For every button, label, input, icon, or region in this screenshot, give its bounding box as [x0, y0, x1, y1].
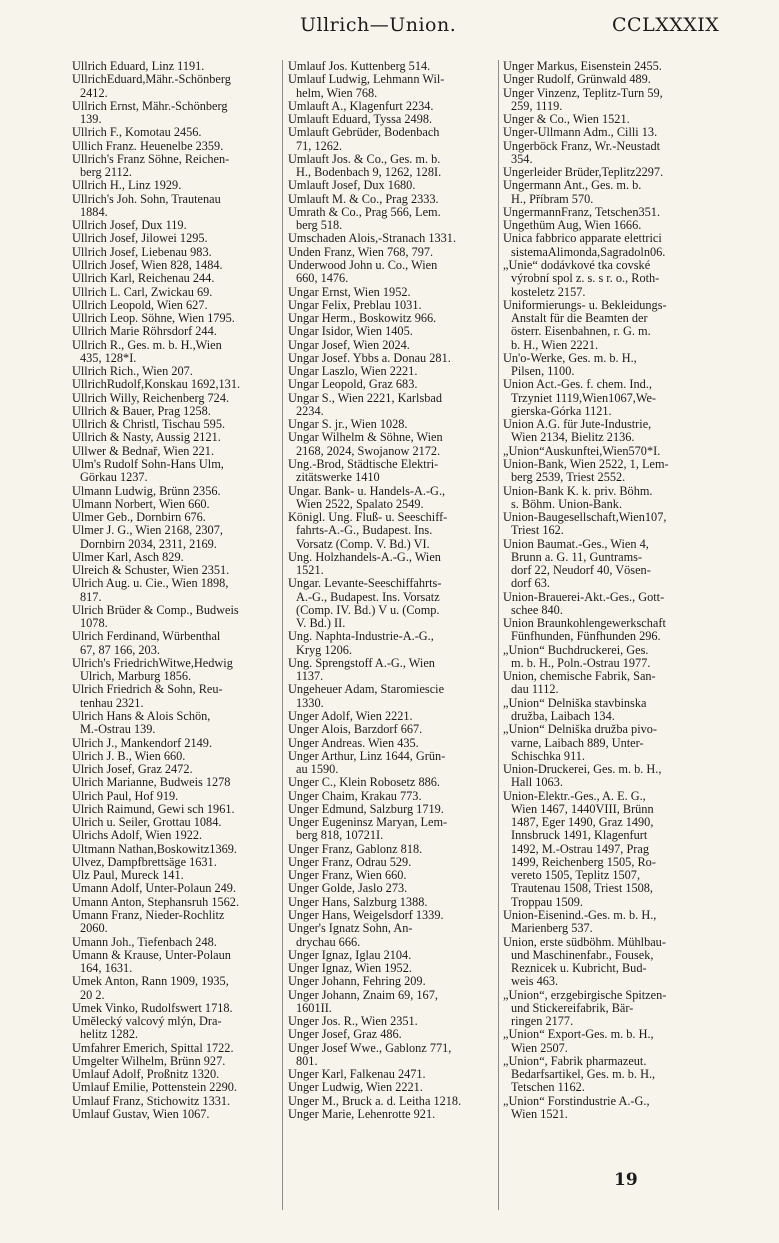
entry-continuation-line: 2168, 2024, Swojanow 2172.	[296, 444, 441, 458]
entry-continuation-line: dau 1112.	[511, 683, 559, 697]
entry-continuation-line: 1492, M.-Ostrau 1497, Prag	[511, 842, 649, 856]
entry-continuation-line: Görkau 1237.	[80, 471, 148, 485]
entry-continuation-line: varne, Laibach 889, Unter-	[511, 736, 644, 750]
directory-entry-line: Ulmann Norbert, Wien 660.	[72, 497, 210, 511]
entry-continuation-line: Schischka 911.	[511, 749, 585, 763]
directory-entry-line: Ullwer & Bednař, Wien 221.	[72, 444, 215, 458]
entry-continuation-line: Wien 2134, Bielitz 2136.	[511, 431, 635, 445]
directory-entry-line: Ungar S., Wien 2221, Karlsbad	[288, 391, 442, 405]
directory-entry-line: Unger Chaim, Krakau 773.	[288, 789, 422, 803]
directory-entry-line: Ulreich & Schuster, Wien 2351.	[72, 564, 230, 578]
entry-continuation-line: Reznicek u. Kubricht, Bud-	[511, 962, 647, 976]
directory-entry-line: Union-Druckerei, Ges. m. b. H.,	[503, 763, 662, 777]
directory-entry-line: Umek Vinko, Rudolfswert 1718.	[72, 1001, 233, 1015]
entry-continuation-line: 2412.	[80, 86, 108, 100]
directory-entry-line: Unger Josef, Graz 486.	[288, 1028, 402, 1042]
directory-entry-line: Umek Anton, Rann 1909, 1935,	[72, 975, 229, 989]
entry-continuation-line: 2060.	[80, 922, 108, 936]
directory-entry-line: Ungar. Levante-Seeschiffahrts-	[288, 577, 442, 591]
directory-entry-line: Umlauf Adolf, Proßnitz 1320.	[72, 1068, 220, 1082]
directory-entry-line: Umann Adolf, Unter-Polaun 249.	[72, 882, 237, 896]
directory-entry-line: Ungar Wilhelm & Söhne, Wien	[288, 431, 443, 445]
entry-continuation-line: b. H., Wien 2221.	[511, 338, 599, 352]
directory-entry-line: Union A.G. für Jute-Industrie,	[503, 418, 652, 432]
directory-entry-line: Ulrich Marianne, Budweis 1278	[72, 776, 231, 790]
entry-continuation-line: weis 463.	[511, 975, 559, 989]
directory-entry-line: Ulrich J., Mankendorf 2149.	[72, 736, 213, 750]
entry-continuation-line: berg 518.	[296, 219, 343, 233]
entry-continuation-line: tenhau 2321.	[80, 696, 144, 710]
directory-entry-line: Ullrich Willy, Reichenberg 724.	[72, 391, 230, 405]
entry-continuation-line: 1330.	[296, 696, 324, 710]
directory-entry-line: Umlauft Josef, Dux 1680.	[288, 179, 416, 193]
directory-entry-line: Ultmann Nathan,Boskowitz1369.	[72, 842, 237, 856]
directory-entry-line: Unger Ludwig, Wien 2221.	[288, 1081, 423, 1095]
directory-entry-line: Ulrichs Adolf, Wien 1922.	[72, 829, 203, 843]
directory-entry-line: Unger Ignaz, Iglau 2104.	[288, 948, 412, 962]
directory-entry-line: Unger Edmund, Salzburg 1719.	[288, 802, 444, 816]
directory-entry-line: Umann Joh., Tiefenbach 248.	[72, 935, 217, 949]
directory-entry-line: Ullrich Josef, Jilowei 1295.	[72, 232, 208, 246]
directory-entry-line: Umlauf Franz, Stichowitz 1331.	[72, 1094, 231, 1108]
entry-continuation-line: Marienberg 537.	[511, 922, 593, 936]
directory-entry-line: Unger M., Bruck a. d. Leitha 1218.	[288, 1094, 462, 1108]
directory-entry-line: Ungar Josef, Wien 2024.	[288, 338, 410, 352]
directory-entry-line: Ung.-Brod, Städtische Elektri-	[288, 457, 439, 471]
directory-entry-line: Ulrich Ferdinand, Würbenthal	[72, 630, 221, 644]
directory-entry-line: Ungar Josef. Ybbs a. Donau 281.	[288, 351, 451, 365]
directory-entry-line: Unger Eugeninsz Maryan, Lem-	[288, 816, 448, 830]
directory-entry-line: „Union“Auskunftei,Wien570*I.	[503, 444, 661, 458]
entry-continuation-line: družba, Laibach 134.	[511, 710, 615, 724]
entry-continuation-line: sistemaAlimonda,Sagradoln06.	[511, 245, 666, 259]
directory-entry-line: Umfahrer Emerich, Spittal 1722.	[72, 1041, 234, 1055]
directory-entry-line: Unger Vinzenz, Teplitz-Turn 59,	[503, 86, 663, 100]
entry-continuation-line: A.-G., Budapest. Ins. Vorsatz	[296, 590, 440, 604]
sheet-number: 19	[614, 1170, 638, 1190]
entry-continuation-line: Wien 1467, 1440VIII, Brünn	[511, 802, 654, 816]
directory-entry-line: „Union“ Forstindustrie A.-G.,	[503, 1094, 650, 1108]
directory-entry-line: Ullrich Karl, Reichenau 244.	[72, 272, 215, 286]
entry-continuation-line: 2234.	[296, 404, 324, 418]
entry-continuation-line: 1487, Eger 1490, Graz 1490,	[511, 816, 654, 830]
directory-entry-line: „Union“ Buchdruckerei, Ges.	[503, 643, 649, 657]
directory-entry-line: „Union“, erzgebirgische Spitzen-	[503, 988, 667, 1002]
entry-continuation-line: 817.	[80, 590, 102, 604]
directory-entry-line: Ulrich Raimund, Gewi sch 1961.	[72, 802, 235, 816]
directory-entry-line: Unger's Ignatz Sohn, An-	[288, 922, 413, 936]
directory-entry-line: Ungar Leopold, Graz 683.	[288, 378, 418, 392]
directory-entry-line: Ullrich H., Linz 1929.	[72, 179, 182, 193]
entry-continuation-line: dorf 63.	[511, 577, 550, 591]
directory-entry-line: Ungermann Ant., Ges. m. b.	[503, 179, 642, 193]
running-title: Ullrich—Union.	[300, 14, 457, 36]
directory-entry-line: Un'o-Werke, Ges. m. b. H.,	[503, 351, 637, 365]
directory-entry-line: „Union“, Fabrik pharmazeut.	[503, 1054, 647, 1068]
directory-entry-line: Unger Hans, Weigelsdorf 1339.	[288, 909, 444, 922]
directory-entry-line: Unger Alois, Barzdorf 667.	[288, 723, 423, 737]
directory-entry-line: Ullich Franz. Heuenelbe 2359.	[72, 139, 224, 153]
entry-continuation-line: Vorsatz (Comp. V. Bd.) VI.	[296, 537, 430, 551]
directory-entry-line: Unger Franz, Gablonz 818.	[288, 842, 423, 856]
directory-entry-line: Ulmer Geb., Dornbirn 676.	[72, 511, 206, 525]
entry-continuation-line: österr. Eisenbahnen, r. G. m.	[511, 325, 651, 339]
directory-entry-line: Ulm's Rudolf Sohn-Hans Ulm,	[72, 457, 224, 471]
directory-entry-line: Unger Franz, Wien 660.	[288, 869, 407, 883]
directory-entry-line: Union-Brauerei-Akt.-Ges., Gott-	[503, 590, 665, 604]
directory-entry-line: Umrath & Co., Prag 566, Lem.	[288, 205, 441, 219]
directory-entry-line: Umschaden Alois,-Stranach 1331.	[288, 232, 457, 246]
directory-entry-line: Unica fabbrico apparate elettrici	[503, 232, 662, 246]
directory-entry-line: Unger-Ullmann Adm., Cilli 13.	[503, 126, 658, 140]
directory-entry-line: Ulmann Ludwig, Brünn 2356.	[72, 484, 221, 498]
directory-entry-line: Union Baumat.-Ges., Wien 4,	[503, 537, 649, 551]
entry-continuation-line: berg 2539, Triest 2552.	[511, 471, 626, 485]
directory-entry-line: Ullrich F., Komotau 2456.	[72, 126, 202, 140]
directory-entry-line: Unger Karl, Falkenau 2471.	[288, 1068, 426, 1082]
entry-continuation-line: H., Bodenbach 9, 1262, 128I.	[296, 166, 442, 180]
entry-continuation-line: Innsbruck 1491, Klagenfurt	[511, 829, 648, 843]
directory-entry-line: Ullrich Josef, Wien 828, 1484.	[72, 258, 223, 272]
directory-entry-line: Unger Ignaz, Wien 1952.	[288, 962, 412, 976]
directory-entry-line: Ullrich & Bauer, Prag 1258.	[72, 404, 211, 418]
entry-continuation-line: Trautenau 1508, Triest 1508,	[511, 882, 653, 896]
directory-entry-line: Umgelter Wilhelm, Brünn 927.	[72, 1054, 226, 1068]
directory-entry-line: Umann Anton, Stephansruh 1562.	[72, 895, 240, 909]
directory-entry-line: Underwood John u. Co., Wien	[288, 258, 438, 272]
directory-entry-line: Umlauft Jos. & Co., Ges. m. b.	[288, 152, 441, 166]
directory-entry-line: Ulmer Karl, Asch 829.	[72, 550, 184, 564]
directory-entry-line: Unger Johann, Fehring 209.	[288, 975, 426, 989]
directory-entry-line: Ungethüm Aug, Wien 1666.	[503, 219, 642, 233]
directory-entry-line: Ungar S. jr., Wien 1028.	[288, 418, 408, 432]
directory-entry-line: Ungar Isidor, Wien 1405.	[288, 325, 413, 339]
directory-entry-line: Unger Andreas. Wien 435.	[288, 736, 419, 750]
entry-continuation-line: drychau 666.	[296, 935, 361, 949]
directory-entry-line: Umlauf Gustav, Wien 1067.	[72, 1107, 210, 1121]
directory-entry-line: Ungerböck Franz, Wr.-Neustadt	[503, 139, 661, 153]
entry-continuation-line: 67, 87 166, 203.	[80, 643, 160, 657]
entry-continuation-line: schee 840.	[511, 603, 563, 617]
entry-continuation-line: 801.	[296, 1054, 318, 1068]
page-header	[0, 6, 779, 42]
entry-continuation-line: berg 818, 10721I.	[296, 829, 384, 843]
directory-entry-line: Unger Franz, Odrau 529.	[288, 855, 412, 869]
directory-entry-line: „Union“ Delniška družba pivo-	[503, 723, 658, 737]
entry-continuation-line: výrobní spol z. s. s r. o., Roth-	[511, 272, 660, 286]
entry-continuation-line: 1137.	[296, 670, 324, 684]
entry-continuation-line: 71, 1262.	[296, 139, 343, 153]
directory-entry-line: Unger Rudolf, Grünwald 489.	[503, 73, 651, 87]
directory-entry-line: Unger C., Klein Robosetz 886.	[288, 776, 440, 790]
directory-entry-line: Ullrich's Franz Söhne, Reichen-	[72, 152, 230, 166]
directory-entry-line: Unger & Co., Wien 1521.	[503, 113, 630, 127]
entry-continuation-line: helitz 1282.	[80, 1028, 139, 1042]
directory-entry-line: Ulrich Aug. u. Cie., Wien 1898,	[72, 577, 229, 591]
entry-continuation-line: Triest 162.	[511, 524, 564, 538]
entry-continuation-line: dorf 22, Neudorf 40, Vösen-	[511, 564, 651, 578]
directory-entry-line: UllrichRudolf,Konskau 1692,131.	[72, 378, 241, 392]
entry-continuation-line: kosteletz 2157.	[511, 285, 586, 299]
entry-continuation-line: Fünfhunden, Fünfhunden 296.	[511, 630, 661, 644]
directory-entry-line: Ulrich J. B., Wien 660.	[72, 749, 186, 763]
entry-continuation-line: M.-Ostrau 139.	[80, 723, 156, 737]
entry-continuation-line: und Stickereifabrik, Bär-	[511, 1001, 634, 1015]
directory-entry-line: Umlauf Emilie, Pottenstein 2290.	[72, 1081, 237, 1095]
directory-entry-line: Unger Markus, Eisenstein 2455.	[503, 60, 662, 73]
directory-entry-line: Ulrich Paul, Hof 919.	[72, 789, 179, 803]
directory-entry-line: „Union“ Export-Ges. m. b. H.,	[503, 1028, 654, 1042]
directory-entry-line: Unger Hans, Salzburg 1388.	[288, 895, 428, 909]
directory-entry-line: „Union“ Delniška stavbinska	[503, 696, 647, 710]
directory-column-middle	[288, 60, 496, 1121]
entry-continuation-line: Dornbirn 2034, 2311, 2169.	[80, 537, 217, 551]
directory-entry-line: Unger Arthur, Linz 1644, Grün-	[288, 749, 446, 763]
directory-column-right	[503, 60, 711, 1121]
entry-continuation-line: (Comp. IV. Bd.) V u. (Comp.	[296, 603, 440, 617]
entry-continuation-line: Bedarfsartikel, Ges. m. b. H.,	[511, 1068, 656, 1082]
entry-continuation-line: gierska-Górka 1121.	[511, 404, 612, 418]
entry-continuation-line: 139.	[80, 113, 102, 127]
directory-entry-line: Ullrich Marie Röhrsdorf 244.	[72, 325, 217, 339]
directory-entry-line: Ungar Ernst, Wien 1952.	[288, 285, 411, 299]
entry-continuation-line: Pilsen, 1100.	[511, 365, 575, 379]
directory-entry-line: Umlauft A., Klagenfurt 2234.	[288, 99, 434, 113]
directory-entry-line: Ullrich R., Ges. m. b. H.,Wien	[72, 338, 222, 352]
directory-entry-line: Umlauft M. & Co., Prag 2333.	[288, 192, 439, 206]
directory-entry-line: Umann & Krause, Unter-Polaun	[72, 948, 231, 962]
entry-continuation-line: 164, 1631.	[80, 962, 133, 976]
directory-entry-line: Ullrich Rich., Wien 207.	[72, 365, 193, 379]
directory-entry-line: Ullrich's Joh. Sohn, Trautenau	[72, 192, 221, 206]
entry-continuation-line: V. Bd.) II.	[296, 617, 346, 631]
directory-entry-line: Union, erste südböhm. Mühlbau-	[503, 935, 666, 949]
directory-entry-line: Unger Golde, Jaslo 273.	[288, 882, 408, 896]
entry-continuation-line: Trzyniet 1119,Wien1067,We-	[511, 391, 657, 405]
entry-continuation-line: au 1590.	[296, 763, 339, 777]
directory-entry-line: Union, chemische Fabrik, San-	[503, 670, 656, 684]
directory-entry-line: Ungar Herm., Boskowitz 966.	[288, 312, 437, 326]
entry-continuation-line: 1601II.	[296, 1001, 332, 1015]
column-divider	[498, 60, 499, 1210]
entry-continuation-line: berg 2112.	[80, 166, 132, 180]
entry-continuation-line: Brunn a. G. 11, Guntrams-	[511, 550, 643, 564]
entry-continuation-line: 1884.	[80, 205, 108, 219]
entry-continuation-line: H., Příbram 570.	[511, 192, 594, 206]
entry-continuation-line: m. b. H., Poln.-Ostrau 1977.	[511, 656, 651, 670]
entry-continuation-line: 259, 1119.	[511, 99, 563, 113]
directory-entry-line: „Unie“ dodávkové tka covské	[503, 258, 651, 272]
entry-continuation-line: 1499, Reichenberg 1505, Ro-	[511, 855, 656, 869]
entry-continuation-line: Hall 1063.	[511, 776, 563, 790]
entry-continuation-line: 435, 128*I.	[80, 351, 137, 365]
entry-continuation-line: zitätswerke 1410	[296, 471, 380, 485]
directory-entry-line: Ungerleider Brüder,Teplitz2297.	[503, 166, 664, 180]
entry-continuation-line: Wien 2507.	[511, 1041, 568, 1055]
directory-entry-line: Union-Bank, Wien 2522, 1, Lem-	[503, 457, 669, 471]
directory-entry-line: Umlauf Jos. Kuttenberg 514.	[288, 60, 431, 73]
directory-entry-line: Ullrich Ernst, Mähr.-Schönberg	[72, 99, 228, 113]
directory-column-left	[72, 60, 278, 1121]
entry-continuation-line: 1078.	[80, 617, 108, 631]
entry-continuation-line: Kryg 1206.	[296, 643, 353, 657]
directory-entry-line: Ung. Sprengstoff A.-G., Wien	[288, 656, 435, 670]
entry-continuation-line: Troppau 1509.	[511, 895, 583, 909]
directory-entry-line: Unden Franz, Wien 768, 797.	[288, 245, 434, 259]
directory-entry-line: Umělecký valcový mlýn, Dra-	[72, 1015, 222, 1029]
entry-continuation-line: und Maschinenfabr., Fousek,	[511, 948, 654, 962]
directory-entry-line: Ullrich Eduard, Linz 1191.	[72, 60, 205, 73]
entry-continuation-line: 1521.	[296, 564, 324, 578]
directory-entry-line: Ulrich Hans & Alois Schön,	[72, 710, 211, 724]
directory-entry-line: Umlauf Ludwig, Lehmann Wil-	[288, 73, 445, 87]
page-number-roman: CCLXXXIX	[612, 14, 720, 36]
entry-continuation-line: helm, Wien 768.	[296, 86, 378, 100]
entry-continuation-line: ringen 2177.	[511, 1015, 574, 1029]
directory-entry-line: Ulrich Brüder & Comp., Budweis	[72, 603, 239, 617]
directory-entry-line: Ungar Felix, Preblau 1031.	[288, 298, 422, 312]
entry-continuation-line: Tetschen 1162.	[511, 1081, 585, 1095]
directory-entry-line: Ulvez, Dampfbrettsäge 1631.	[72, 855, 217, 869]
column-divider	[282, 60, 283, 1210]
directory-entry-line: Ulrich u. Seiler, Grottau 1084.	[72, 816, 222, 830]
entry-continuation-line: 660, 1476.	[296, 272, 349, 286]
directory-entry-line: UllrichEduard,Mähr.-Schönberg	[72, 73, 231, 87]
directory-entry-line: Umlauft Eduard, Tyssa 2498.	[288, 113, 433, 127]
directory-entry-line: Ungar. Bank- u. Handels-A.-G.,	[288, 484, 446, 498]
entry-continuation-line: Ulrich, Marburg 1856.	[80, 670, 192, 684]
directory-entry-line: Ullrich Josef, Liebenau 983.	[72, 245, 212, 259]
directory-entry-line: Ulrich's FriedrichWitwe,Hedwig	[72, 656, 233, 670]
directory-entry-line: Umann Franz, Nieder-Rochlitz	[72, 909, 225, 922]
entry-continuation-line: Anstalt für die Beamten der	[511, 312, 648, 326]
directory-entry-line: Ullrich & Nasty, Aussig 2121.	[72, 431, 221, 445]
directory-entry-line: Ulmer J. G., Wien 2168, 2307,	[72, 524, 223, 538]
directory-entry-line: Unger Johann, Znaim 69, 167,	[288, 988, 438, 1002]
directory-entry-line: Union Braunkohlengewerkschaft	[503, 617, 666, 631]
directory-entry-line: Ulrich Josef, Graz 2472.	[72, 763, 193, 777]
directory-entry-line: Union-Baugesellschaft,Wien107,	[503, 511, 667, 525]
directory-entry-line: Ullrich & Christl, Tischau 595.	[72, 418, 226, 432]
entry-continuation-line: Wien 2522, Spalato 2549.	[296, 497, 424, 511]
entry-continuation-line: fahrts-A.-G., Budapest. Ins.	[296, 524, 433, 538]
directory-entry-line: Ungar Laszlo, Wien 2221.	[288, 365, 418, 379]
directory-entry-line: Ung. Holzhandels-A.-G., Wien	[288, 550, 441, 564]
directory-entry-line: UngermannFranz, Tetschen351.	[503, 205, 661, 219]
entry-continuation-line: s. Böhm. Union-Bank.	[511, 497, 623, 511]
directory-entry-line: Ullrich Leopold, Wien 627.	[72, 298, 208, 312]
directory-entry-line: Union-Eisenind.-Ges. m. b. H.,	[503, 909, 657, 922]
directory-entry-line: Ullrich Leop. Söhne, Wien 1795.	[72, 312, 235, 326]
directory-entry-line: Königl. Ung. Fluß- u. Seeschiff-	[288, 511, 448, 525]
directory-entry-line: Unger Josef Wwe., Gablonz 771,	[288, 1041, 452, 1055]
directory-entry-line: Uniformierungs- u. Bekleidungs-	[503, 298, 667, 312]
entry-continuation-line: 20 2.	[80, 988, 105, 1002]
directory-entry-line: Ungeheuer Adam, Staromiescie	[288, 683, 445, 697]
entry-continuation-line: 354.	[511, 152, 533, 166]
directory-entry-line: Unger Adolf, Wien 2221.	[288, 710, 413, 724]
directory-entry-line: Ulrich Friedrich & Sohn, Reu-	[72, 683, 223, 697]
directory-entry-line: Unger Jos. R., Wien 2351.	[288, 1015, 418, 1029]
directory-entry-line: Unger Marie, Lehenrotte 921.	[288, 1107, 436, 1121]
directory-entry-line: Union-Bank K. k. priv. Böhm.	[503, 484, 653, 498]
directory-entry-line: Union-Elektr.-Ges., A. E. G.,	[503, 789, 646, 803]
entry-continuation-line: vereto 1505, Teplitz 1507,	[511, 869, 641, 883]
entry-continuation-line: Wien 1521.	[511, 1107, 568, 1121]
directory-entry-line: Ung. Naphta-Industrie-A.-G.,	[288, 630, 434, 644]
directory-entry-line: Ulz Paul, Mureck 141.	[72, 869, 184, 883]
directory-entry-line: Umlauft Gebrüder, Bodenbach	[288, 126, 440, 140]
directory-entry-line: Ullrich L. Carl, Zwickau 69.	[72, 285, 213, 299]
directory-entry-line: Ullrich Josef, Dux 119.	[72, 219, 187, 233]
directory-entry-line: Union Act.-Ges. f. chem. Ind.,	[503, 378, 652, 392]
